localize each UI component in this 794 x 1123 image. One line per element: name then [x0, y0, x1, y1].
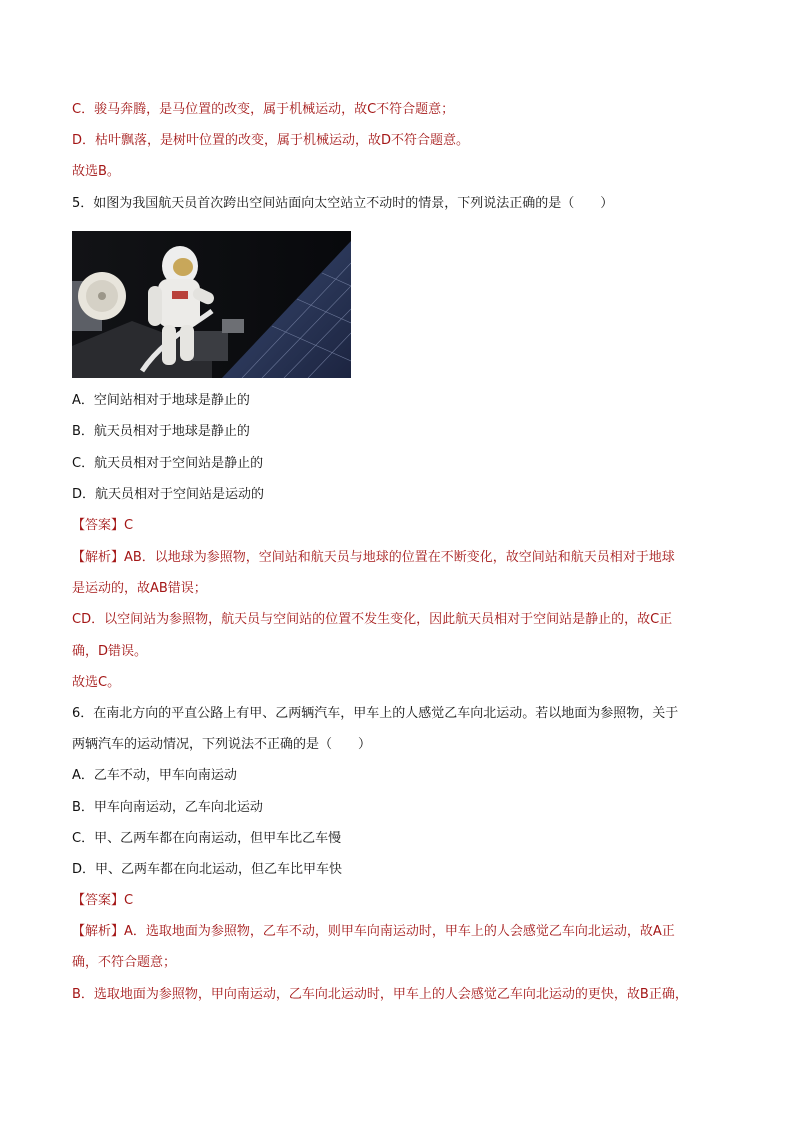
option-5b: B．航天员相对于地球是静止的 [72, 424, 250, 439]
explanation-line-c: C．骏马奔腾，是马位置的改变，属于机械运动，故C不符合题意； [72, 102, 455, 117]
astronaut-illustration [72, 231, 351, 378]
analysis-5-line-4: 确，D错误。 [72, 644, 148, 659]
conclusion-5: 故选C。 [72, 675, 121, 690]
question-5-stem: 5．如图为我国航天员首次跨出空间站面向太空站立不动时的情景，下列说法正确的是（ ） [72, 196, 614, 211]
option-6b: B．甲车向南运动，乙车向北运动 [72, 800, 263, 815]
option-5a: A．空间站相对于地球是静止的 [72, 393, 250, 408]
analysis-6-line-1: 【解析】A．选取地面为参照物，乙车不动，则甲车向南运动时，甲车上的人会感觉乙车向北运动，故A正 [72, 924, 675, 939]
question-6-stem-1: 6．在南北方向的平直公路上有甲、乙两辆汽车，甲车上的人感觉乙车向北运动。若以地面为参照物，关于 [72, 706, 679, 721]
analysis-5-line-3: CD．以空间站为参照物，航天员与空间站的位置不发生变化，因此航天员相对于空间站是静止的，故C正 [72, 612, 673, 627]
option-6c: C．甲、乙两车都在向南运动，但甲车比乙车慢 [72, 831, 342, 846]
explanation-line-d: D．枯叶飘落，是树叶位置的改变，属于机械运动，故D不符合题意。 [72, 133, 470, 148]
option-6a: A．乙车不动，甲车向南运动 [72, 768, 237, 783]
option-6d: D．甲、乙两车都在向北运动，但乙车比甲车快 [72, 862, 343, 877]
answer-5: 【答案】C [72, 518, 134, 533]
option-5d: D．航天员相对于空间站是运动的 [72, 487, 265, 502]
option-5c: C．航天员相对于空间站是静止的 [72, 456, 264, 471]
analysis-5-line-1: 【解析】AB．以地球为参照物，空间站和航天员与地球的位置在不断变化，故空间站和航天员相对于地球 [72, 550, 675, 565]
analysis-6-line-2: 确，不符合题意； [72, 955, 177, 970]
answer-6: 【答案】C [72, 893, 134, 908]
conclusion-line: 故选B。 [72, 164, 120, 179]
analysis-6-line-3: B．选取地面为参照物，甲向南运动，乙车向北运动时，甲车上的人会感觉乙车向北运动的更快，故B正确， [72, 987, 688, 1002]
question-6-stem-2: 两辆汽车的运动情况，下列说法不正确的是（ ） [72, 737, 372, 752]
analysis-5-line-2: 是运动的，故AB错误； [72, 581, 207, 596]
astronaut-spacewalk-photo [72, 231, 351, 378]
